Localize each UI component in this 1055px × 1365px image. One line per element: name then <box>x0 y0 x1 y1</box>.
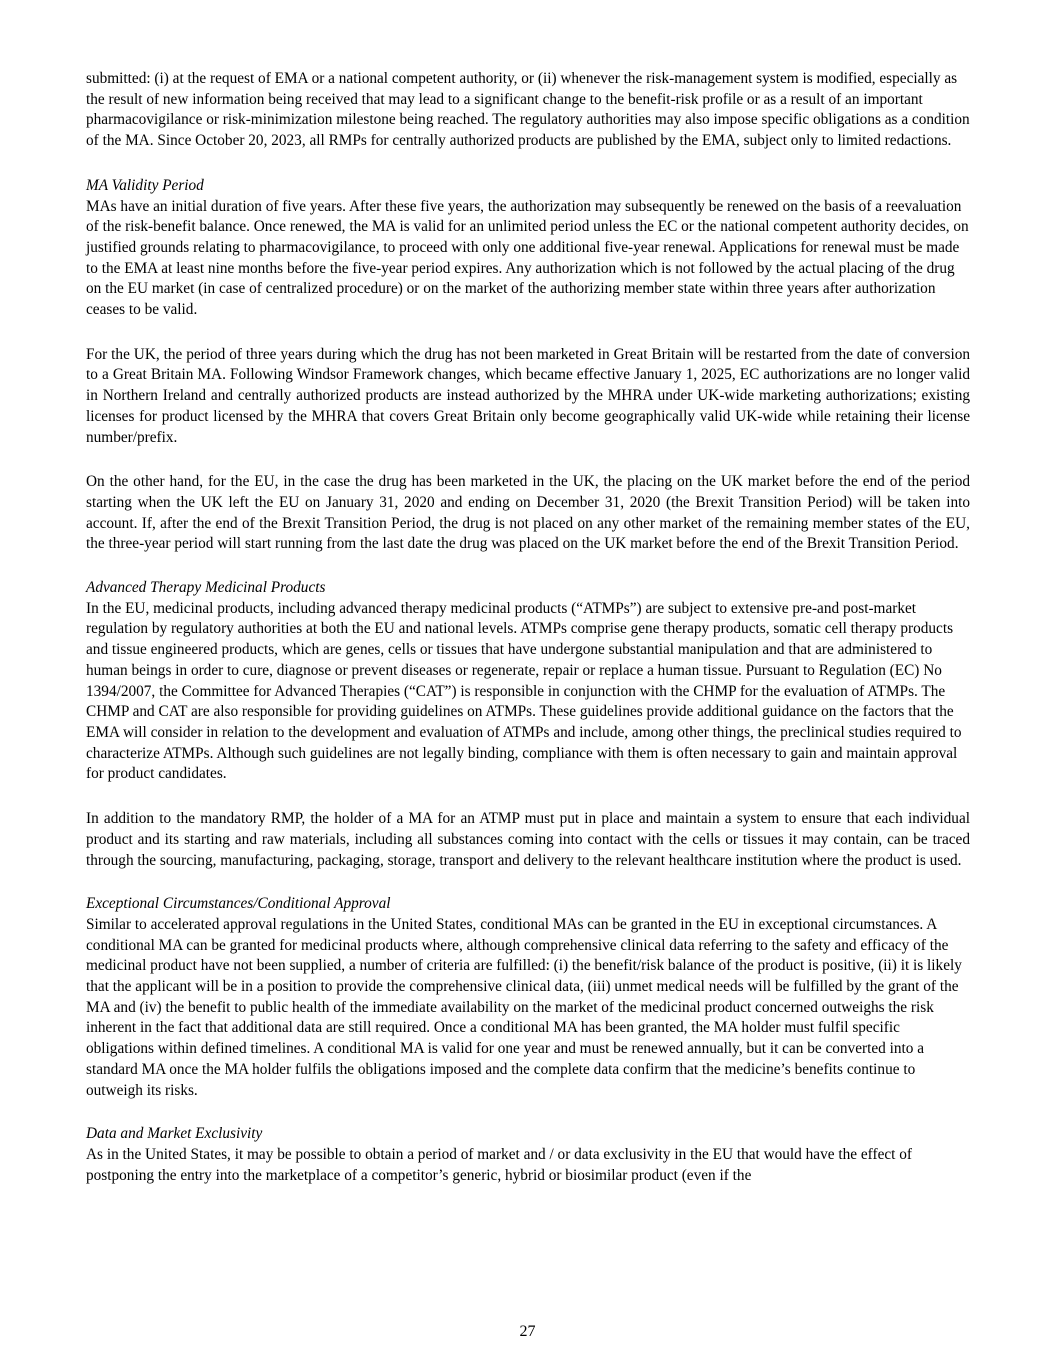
heading-data-market-exclusivity: Data and Market Exclusivity <box>86 1125 263 1143</box>
heading-ma-validity-period: MA Validity Period <box>86 176 204 194</box>
document-page <box>86 69 970 1186</box>
heading-conditional-approval: Exceptional Circumstances/Conditional Approval <box>86 895 391 913</box>
paragraph-uk-period: For the UK, the period of three years during which the drug has not been marketed in Great Britain will be restarted from the date of conversion to a Great Britain MA. Following Windsor Framework changes, which became effective January 1, 2025, EC authorizations are no longer valid in Northern Ireland and centrally authorized products are instead authorized by the MHRA under UK-wide marketing authorizations; existing licenses for product licensed by the MHRA that covers Great Britain only become geographically valid UK-wide while retaining their license number/prefix. <box>86 345 970 446</box>
paragraph-data-exclusivity: As in the United States, it may be possible to obtain a period of market and / or data exclusivity in the EU that would have the effect of postponing the entry into the marketplace of a competitor’s generic, hybrid or biosimilar product (even if the <box>86 1145 912 1184</box>
paragraph-ma-validity: MAs have an initial duration of five years. After these five years, the authorization may subsequently be renewed on the basis of a reevaluation of the risk-benefit balance. Once renewed, the MA is valid for an unlimited period unless the EC or the national competent authority decides, on justified grounds relating to pharmacovigilance, to proceed with only one additional five-year renewal. Applications for renewal must be made to the EMA at least nine months before the five-year period expires. Any authorization which is not followed by the actual placing of the drug on the EU market (in case of centralized procedure) or on the market of the authorizing member state within three years after authorization ceases to be valid. <box>86 197 969 319</box>
paragraph-brexit-transition: On the other hand, for the EU, in the case the drug has been marketed in the UK, the placing on the UK market before the end of the period starting when the UK left the EU on January 31, 2020 and ending on December 31, 2020 (the Brexit Transition Period) will be taken into account. If, after the end of the Brexit Transition Period, the drug is not placed on any other market of the remaining member states of the EU, the three-year period will start running from the last date the drug was placed on the UK market before the end of the Brexit Transition Period. <box>86 473 970 553</box>
paragraph-atmp-regulation: In the EU, medicinal products, including advanced therapy medicinal products (“ATMPs”) are subject to extensive pre-and post-market regulation by regulatory authorities at both the EU and national levels. ATMPs comprise gene therapy products, somatic cell therapy products and tissue engineered products, which are genes, cells or tissues that have undergone substantial manipulation and that are administered to human beings in order to cure, diagnose or prevent diseases or regenerate, repair or replace a human tissue. Pursuant to Regulation (EC) No 1394/2007, the Committee for Advanced Therapies (“CAT”) is responsible in conjunction with the CHMP for the evaluation of ATMPs. The CHMP and CAT are also responsible for providing guidelines on ATMPs. These guidelines provide additional guidance on the factors that the EMA will consider in relation to the development and evaluation of ATMPs and include, among other things, the preclinical studies required to characterize ATMPs. Although such guidelines are not legally binding, compliance with them is often necessary to gain and maintain approval for product candidates. <box>86 599 962 783</box>
page-number: 27 <box>519 1323 536 1340</box>
heading-atmp: Advanced Therapy Medicinal Products <box>86 579 326 597</box>
paragraph-conditional-approval: Similar to accelerated approval regulations in the United States, conditional MAs can be granted in the EU in exceptional circumstances. A conditional MA can be granted for medicinal products where, although comprehensive clinical data referring to the safety and efficacy of the medicinal product have not been supplied, a number of criteria are fulfilled: (i) the benefit/risk balance of the product is positive, (ii) it is likely that the applicant will be in a position to provide the comprehensive clinical data, (iii) unmet medical needs will be fulfilled by the grant of the MA and (iv) the benefit to public health of the immediate availability on the market of the medicinal product concerned outweighs the risk inherent in the fact that additional data are still required. Once a conditional MA has been granted, the MA holder must fulfil specific obligations within defined timelines. A conditional MA is valid for one year and must be renewed annually, but it can be converted into a standard MA once the MA holder fulfils the obligations imposed and the complete data confirm that the medicine’s benefits continue to outweigh its risks. <box>86 915 962 1099</box>
paragraph-rmp-submission: submitted: (i) at the request of EMA or a national competent authority, or (ii) whenever the risk-management system is modified, especially as the result of new information being received that may lead to a significant change to the benefit-risk profile or as a result of an important pharmacovigilance or risk-minimization milestone being reached. The regulatory authorities may also impose specific obligations as a condition of the MA. Since October 20, 2023, all RMPs for centrally authorized products are published by the EMA, subject only to limited redactions. <box>86 70 970 150</box>
paragraph-atmp-traceability: In addition to the mandatory RMP, the holder of a MA for an ATMP must put in place and maintain a system to ensure that each individual product and its starting and raw materials, including all substances coming into contact with the cells or tissues it may contain, can be traced through the sourcing, manufacturing, packaging, storage, transport and delivery to the relevant healthcare institution where the product is used. <box>86 810 970 869</box>
